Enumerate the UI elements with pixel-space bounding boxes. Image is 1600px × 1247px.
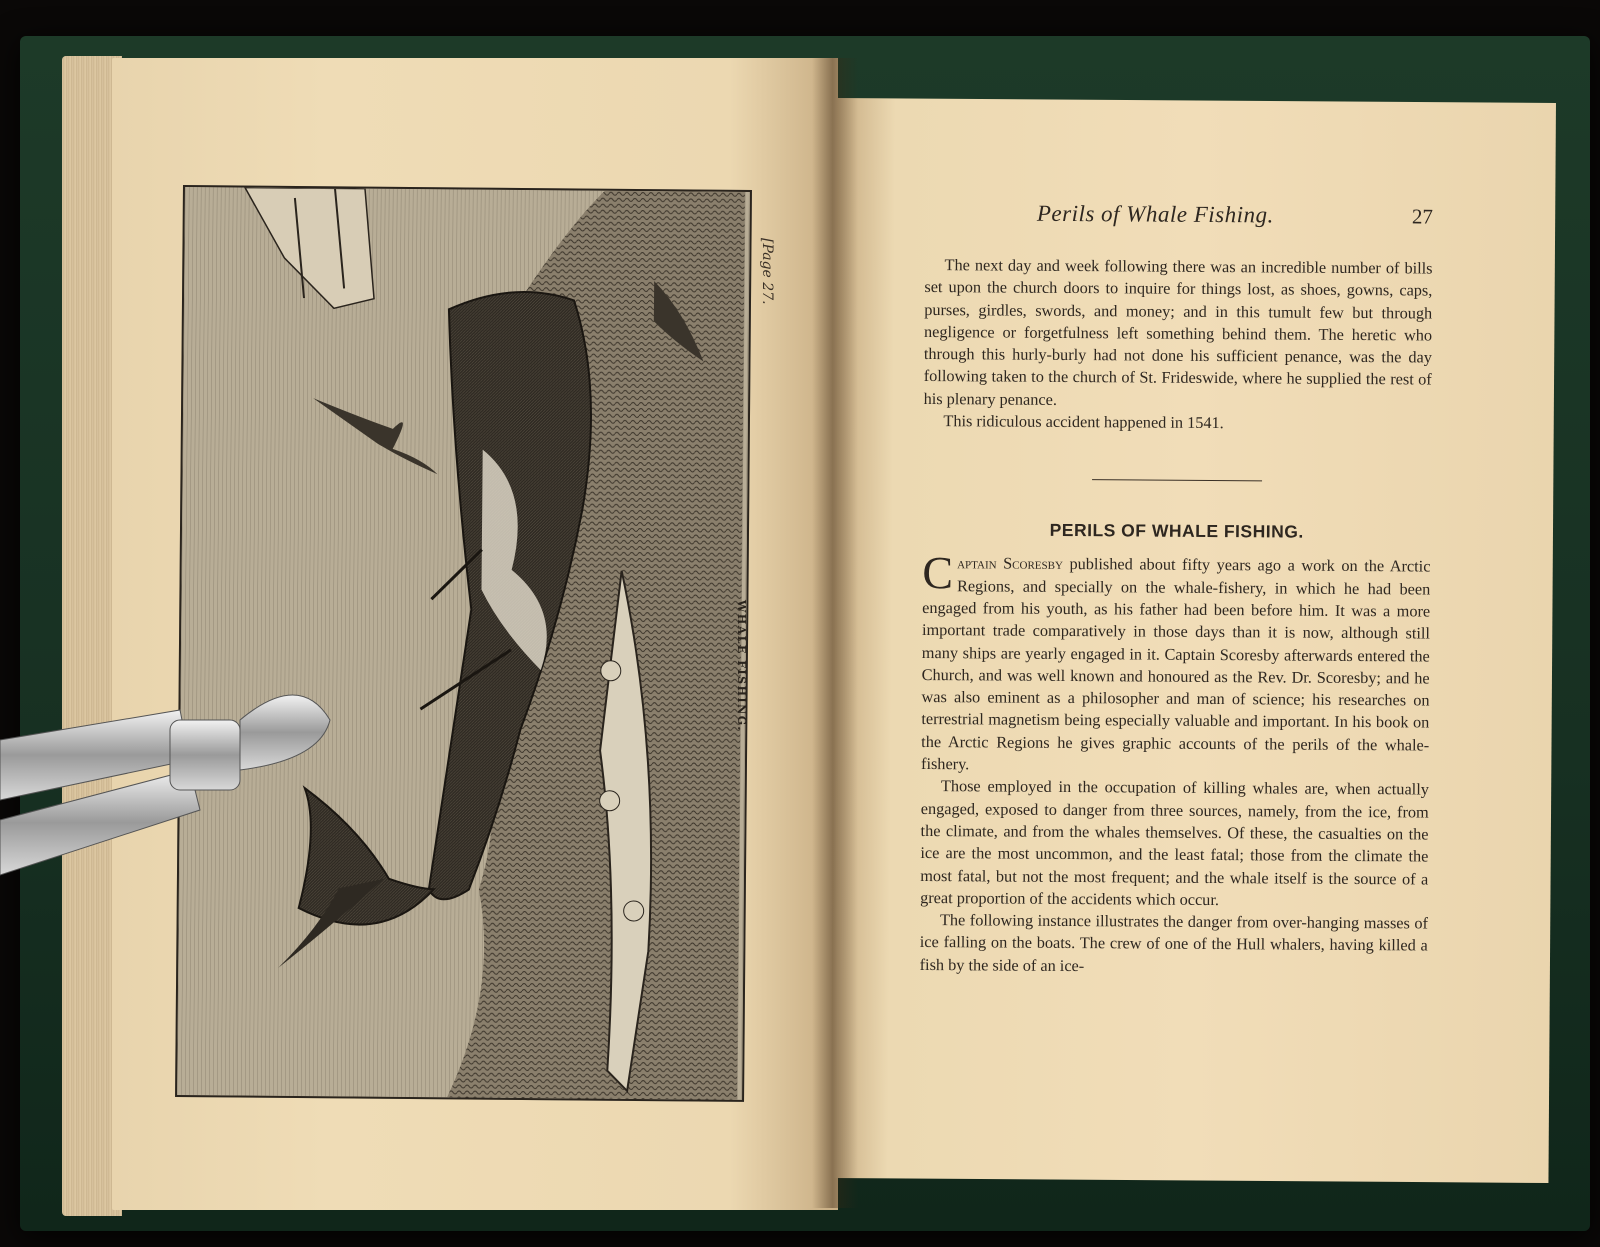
scoresby-paragraph (920, 547, 1431, 779)
silver-tongs (0, 680, 340, 880)
page-number: 27 (1411, 204, 1433, 229)
section-heading: PERILS OF WHALE FISHING. (1049, 520, 1304, 543)
paragraph-text: published about fifty years ago a work on the Arctic Regions, and specially on the whale-fishery, in which he had been engaged from his youth, as his father had been before him. It was a more important trade comparatively in those days than it is now, although still many ships are yearly engaged in it. Captain Scoresby afterwards entered the Church, and was well known and honoured as the Rev. Dr. Scoresby; and he was also eminent as a philosopher and man of science; his researches on terrestrial magnetism being especially valuable and important. In his book on the Arctic Regions he gives graphic accounts of the perils of the whale-fishery. (920, 554, 1431, 774)
smallcaps-name: aptain Scoresby (957, 553, 1064, 574)
plate-page-reference: [Page 27. (759, 238, 775, 305)
drop-cap: C (922, 547, 954, 599)
accident-line: This ridiculous accident happened in 1541. (943, 411, 1224, 433)
intro-paragraph: The next day and week following there was an incredible number of bills set upon the church doors to inquire for things lost, as shoes, gowns, caps, purses, girdles, swords, and money; and in this tumult few but through negligence or forgetfulness left something behind them. The heretic who through this hurly-burly had not done his sufficient penance, was the day following taken to the church of St. Frideswide, where he supplied the rest of his plenary penance. (923, 255, 1433, 409)
page-text (920, 200, 1433, 980)
running-head (1037, 201, 1433, 230)
section-divider (1092, 480, 1262, 482)
engraving-art (177, 187, 750, 1100)
book-gutter (812, 58, 858, 1208)
ice-paragraph: The following instance illustrates the danger from over-hanging masses of ice falling on the boats. The crew of one of the Hull whalers, having killed a fish by the side of an ice- (919, 910, 1429, 975)
plate-caption: WHALE FISHING. (735, 600, 748, 732)
running-title: Perils of Whale Fishing. (1036, 200, 1274, 228)
whale-engraving (175, 185, 752, 1102)
dangers-paragraph: Those employed in the occupation of killing whales are, when actually engaged, exposed to danger from three sources, namely, from the ice, from the climate, and from the whales themselves. Of these, the casualties on the ice are the most uncommon, and the least fatal; those from the climate the most fatal, but not the most frequent; and the whale itself is the source of a great proportion of the accidents which occur. (920, 776, 1429, 909)
